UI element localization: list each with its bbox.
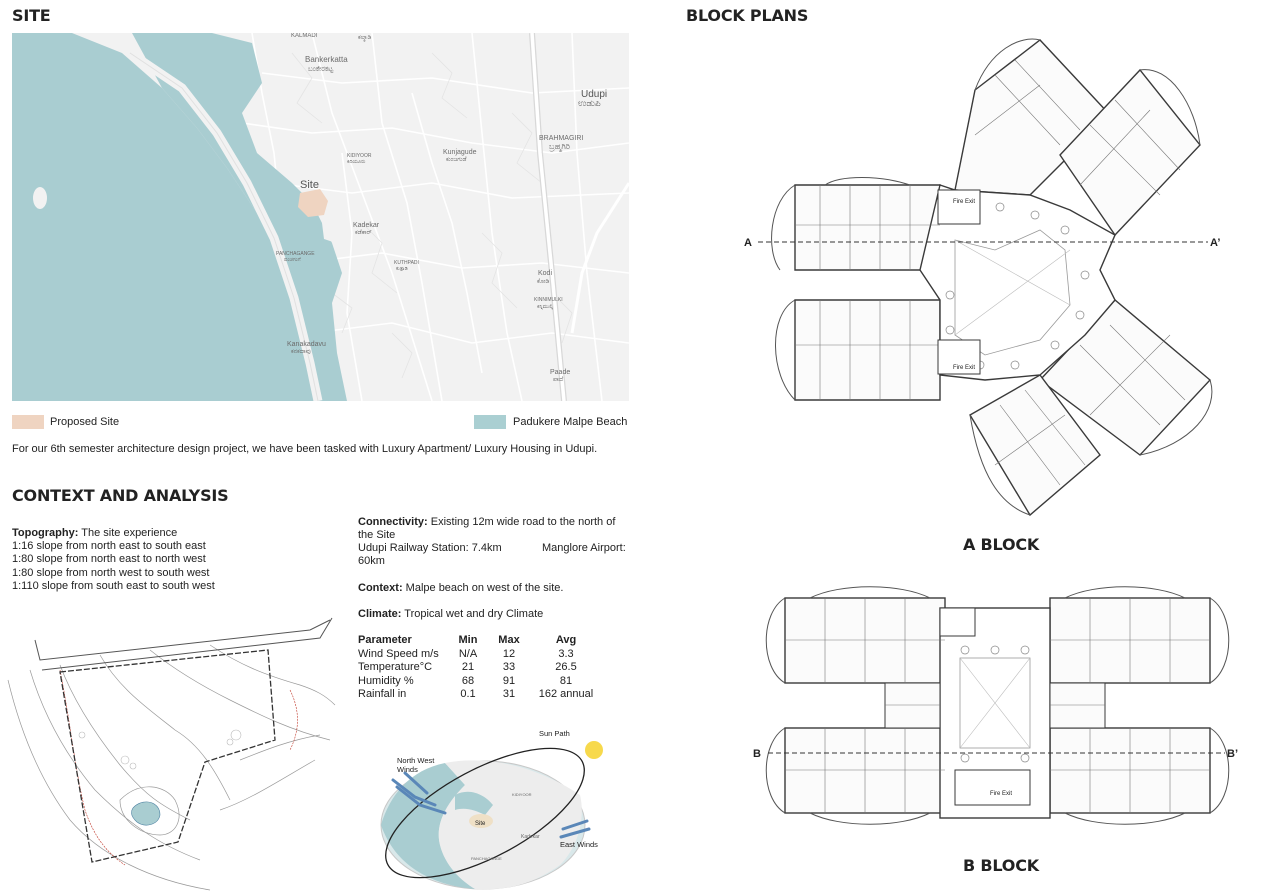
b-section-right: B’ — [1227, 748, 1238, 760]
climate-text: Tropical wet and dry Climate — [404, 608, 544, 620]
a-block-title: A BLOCK — [963, 535, 1040, 554]
map-label-kuthpadi-kn: ಕುತ್ಪಾಡಿ — [396, 266, 408, 272]
map-label-bankerkatta-kn: ಬಂಕೇರಕಟ್ಟ — [308, 66, 334, 73]
b-block-title: B BLOCK — [963, 856, 1039, 875]
cell: 12 — [502, 647, 516, 660]
b-block-plan[interactable] — [750, 578, 1250, 833]
cell: 0.1 — [460, 688, 476, 700]
map-label-kidiyoor: KIDIYOOR — [347, 153, 372, 159]
map-label-panchagange: PANCHAGANGE — [276, 251, 315, 257]
map-label-kinnimulki-kn: ಕಿನ್ನಿಮುಲ್ಕಿ — [537, 304, 553, 310]
sun-diagram-kadekar: Kadekar — [521, 834, 540, 840]
map-label-paade: Paade — [550, 369, 571, 376]
airport-distance-a: Manglore Airport: — [542, 542, 626, 554]
east-winds-label: East Winds — [560, 840, 598, 849]
railway-distance: Udupi Railway Station: 7.4km — [358, 542, 502, 554]
map-label-kuthpadi: KUTHPADI — [394, 260, 419, 266]
cell: 81 — [559, 674, 573, 687]
cell: 3.3 — [558, 647, 574, 660]
slope-2: 1:80 slope from north east to north west — [12, 553, 206, 565]
map-label-bankerkatta: Bankerkatta — [305, 55, 348, 64]
map-label-site: Site — [300, 179, 319, 191]
cell: Rainfall in — [358, 688, 407, 700]
map-label-udupi-kn: ಉಡುಪಿ — [578, 98, 601, 108]
context-line — [358, 582, 563, 596]
site-map[interactable] — [12, 33, 629, 401]
connectivity-label: Connectivity: — [358, 516, 428, 528]
map-label-kadekar: Kadekar — [353, 222, 380, 229]
cell: N/A — [458, 647, 478, 660]
topography-label: Topography: — [12, 526, 79, 539]
cell: Temperature°C — [358, 661, 433, 673]
context-label: Context: — [358, 582, 403, 594]
topography-text: The site experience — [81, 526, 178, 539]
map-label-kanakadavu-kn: ಕನಕದಾವು — [291, 349, 311, 355]
climate-line — [358, 608, 543, 622]
beach-swatch — [474, 415, 506, 429]
sun-path-label: Sun Path — [539, 729, 570, 738]
b-fire-exit: Fire Exit — [990, 791, 1013, 797]
map-label-kodi: Kodi — [538, 270, 553, 277]
slope-4: 1:110 slope from south east to south west — [12, 580, 215, 592]
contour-plan — [0, 610, 345, 896]
map-label-panchagange-kn: ಪಂಚಗಂಗೆ — [284, 257, 301, 263]
map-label-kunjagude-kn: ಕುಂಜಗುಡೆ — [446, 157, 467, 163]
airport-distance-b: 60km — [358, 555, 385, 567]
map-label-kunjagude: Kunjagude — [443, 149, 477, 156]
col-parameter: Parameter — [358, 634, 412, 646]
sun-path-diagram — [375, 725, 615, 895]
climate-label: Climate: — [358, 608, 402, 620]
map-label-brahmagiri-kn: ಬ್ರಹ್ಮಗಿರಿ — [549, 142, 570, 151]
site-description: For our 6th semester architecture design project, we have been tasked with Luxury Apartment/ Luxury Housing in Udupi. — [12, 443, 598, 455]
a-fire-exit-1: Fire Exit — [953, 199, 976, 205]
table-row — [358, 648, 594, 662]
nw-winds-label-2: Winds — [397, 765, 418, 774]
table-row — [358, 661, 594, 675]
context-text: Malpe beach on west of the site. — [405, 582, 564, 594]
sun-diagram-panchagange: PANCHAGANGE — [471, 856, 502, 861]
sun-diagram-site-label: Site — [475, 821, 486, 827]
cell: 33 — [502, 661, 516, 673]
map-label-kadekar-kn: ಕಡೆಕಾರ್ — [355, 230, 372, 236]
topography-block — [12, 513, 177, 540]
climate-table — [358, 634, 594, 702]
connectivity-line-1 — [358, 516, 615, 530]
a-block-plan[interactable] — [740, 35, 1230, 525]
a-section-right: A’ — [1210, 237, 1221, 249]
col-avg: Avg — [555, 634, 577, 646]
cell: Wind Speed m/s — [358, 647, 439, 660]
slope-3: 1:80 slope from north west to south west — [12, 567, 210, 579]
map-label-kinnimulki: KINNIMULKI — [534, 297, 563, 303]
context-heading: CONTEXT AND ANALYSIS — [12, 486, 229, 505]
sun-diagram-kidiyoor: KIDIYOOR — [512, 792, 532, 797]
proposed-site-swatch — [12, 415, 44, 429]
map-label-kidiyoor-kn: ಕಿದಿಯೂರು — [347, 159, 366, 165]
a-fire-exit-2: Fire Exit — [953, 365, 976, 371]
cell: 68 — [461, 674, 475, 687]
map-label-paade-kn: ಪಾದೆ — [553, 377, 564, 383]
col-min: Min — [458, 634, 478, 646]
map-label-kalmadi: KALMADI — [291, 33, 318, 39]
cell: 31 — [502, 688, 516, 700]
block-plans-heading: BLOCK PLANS — [686, 6, 809, 25]
b-section-left: B — [753, 748, 761, 760]
map-label-kodi-kn: ಕೋಡಿ — [537, 279, 550, 285]
site-heading: SITE — [12, 6, 51, 25]
table-row — [358, 675, 594, 689]
connectivity-text: Existing 12m wide road to the north of — [430, 516, 616, 528]
nw-winds-label-1: North West — [397, 756, 435, 765]
climate-table-header — [358, 634, 594, 648]
proposed-site-label: Proposed Site — [50, 416, 120, 428]
a-section-left: A — [744, 237, 752, 249]
connectivity-line-2: the Site — [358, 529, 396, 541]
cell: 21 — [461, 661, 475, 673]
slope-1: 1:16 slope from north east to south east — [12, 540, 206, 552]
map-label-udupi: Udupi — [581, 89, 608, 100]
cell: 26.5 — [555, 661, 577, 673]
col-max: Max — [498, 634, 520, 646]
cell: 162 annual — [538, 688, 594, 700]
cell: 91 — [502, 674, 516, 687]
cell: Humidity % — [358, 674, 414, 687]
map-label-kanakadavu: Kanakadavu — [287, 341, 326, 348]
map-label-kalmadi-kn: ಕಲ್ಮಾಡಿ — [358, 35, 372, 41]
table-row — [358, 688, 594, 702]
beach-label: Padukere Malpe Beach — [513, 416, 628, 428]
map-label-brahmagiri: BRAHMAGIRI — [539, 135, 584, 142]
